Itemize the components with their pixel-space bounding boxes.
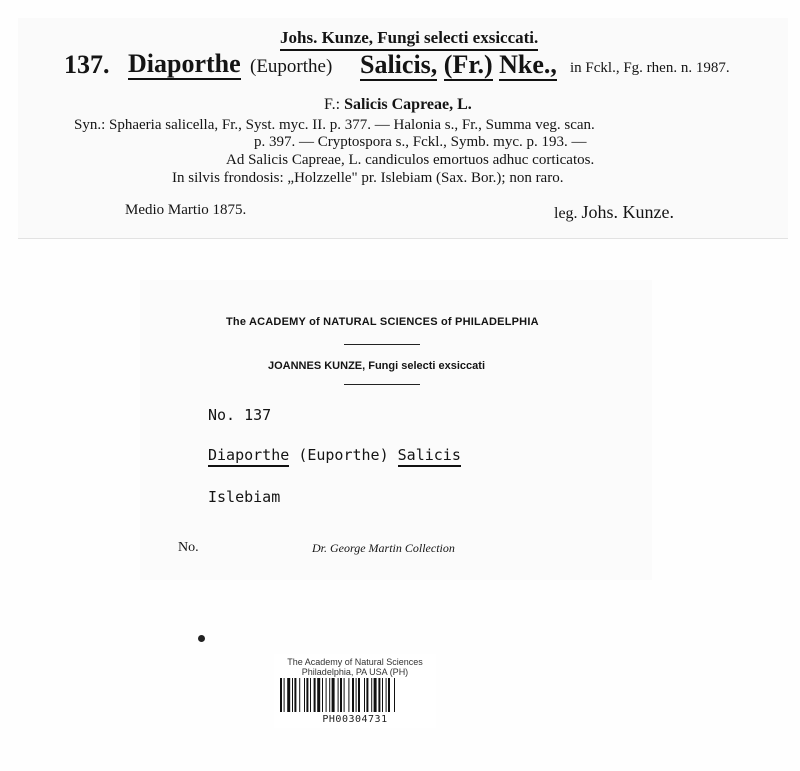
- collection-name: Dr. George Martin Collection: [312, 541, 455, 555]
- barcode-bar: [284, 678, 285, 712]
- dust-spot: [198, 635, 205, 642]
- host-name: Salicis Capreae, L.: [344, 96, 472, 113]
- collector: [554, 202, 674, 223]
- substrate-line: Ad Salicis Capreae, L. candiculos emortuos adhuc corticatos.: [226, 152, 595, 168]
- collector-name: Johs. Kunze.: [581, 202, 675, 222]
- synonym-line-2: p. 397. — Cryptospora s., Fckl., Symb. myc. p. 193. —: [254, 134, 587, 150]
- barcode-bar: [374, 678, 377, 712]
- typed-subgenus: (Euporthe): [298, 446, 389, 464]
- typed-genus: Diaporthe: [208, 446, 289, 467]
- barcode-number: PH00304731: [322, 714, 388, 725]
- barcode-bar: [352, 678, 354, 712]
- divider: [344, 384, 420, 385]
- barcode-bar: [382, 678, 383, 712]
- barcode-bar: [394, 678, 395, 712]
- barcode-bar: [344, 678, 345, 712]
- exsiccata-series-title: JOANNES KUNZE, Fungi selecti exsiccati: [268, 360, 486, 372]
- authority-fr: (Fr.): [443, 50, 493, 79]
- barcode-bar: [378, 678, 380, 712]
- accession-number: No. 137: [208, 406, 272, 424]
- barcode-bar: [332, 678, 335, 712]
- synonym-line-1: Syn.: Sphaeria salicella, Fr., Syst. myc. II. p. 377. — Halonia s., Fr., Summa veg. scan.: [74, 117, 595, 133]
- barcode-bar: [317, 678, 320, 712]
- species-name: Salicis,: [360, 50, 438, 79]
- series-title: Johs. Kunze, Fungi selecti exsiccati.: [280, 28, 538, 51]
- barcode-bar: [340, 678, 342, 712]
- typed-species: Salicis: [398, 446, 461, 467]
- barcode-bar: [304, 678, 305, 712]
- barcode-bar: [314, 678, 316, 712]
- barcode-institution: The Academy of Natural Sciences: [287, 657, 423, 667]
- barcode-bar: [299, 678, 300, 712]
- authority-nke: Nke.,: [499, 50, 557, 79]
- barcode-bar: [356, 678, 357, 712]
- genus-name: Diaporthe: [128, 49, 241, 78]
- barcode-bar: [338, 678, 339, 712]
- barcode-bar: [371, 678, 372, 712]
- printed-exsiccata-label: [18, 18, 788, 239]
- barcode-bar: [292, 678, 293, 712]
- barcode-bar: [329, 678, 330, 712]
- citation: in Fckl., Fg. rhen. n. 1987.: [570, 60, 730, 76]
- barcode-bar: [310, 678, 311, 712]
- academy-label: [140, 280, 652, 580]
- locality-line: In silvis frondosis: „Holzzelle" pr. Islebiam (Sax. Bor.); non raro.: [172, 170, 564, 186]
- typed-locality: Islebiam: [208, 488, 281, 506]
- barcode-bar: [280, 678, 282, 712]
- barcode-bar: [326, 678, 327, 712]
- barcode-bar: [287, 678, 290, 712]
- academy-title: The ACADEMY of NATURAL SCIENCES of PHILADELPHIA: [226, 316, 539, 328]
- host-prefix: F.:: [324, 96, 341, 113]
- barcode-bars: [280, 678, 430, 712]
- barcode-bar: [366, 678, 368, 712]
- barcode-bar: [364, 678, 365, 712]
- barcode-bar: [386, 678, 387, 712]
- barcode-bar: [322, 678, 323, 712]
- leg-prefix: leg.: [554, 205, 578, 222]
- species-authority: [360, 50, 557, 80]
- divider: [344, 344, 420, 345]
- collection-date: Medio Martio 1875.: [125, 202, 247, 218]
- subgenus-name: (Euporthe): [250, 56, 333, 77]
- barcode-bar: [294, 678, 296, 712]
- host-line: [324, 96, 472, 114]
- typed-taxon: [208, 446, 461, 464]
- barcode-bar: [348, 678, 349, 712]
- barcode-location: Philadelphia, PA USA (PH): [301, 667, 409, 677]
- barcode-label: [274, 654, 436, 728]
- barcode-bar: [358, 678, 360, 712]
- exsiccata-number: 137.: [64, 50, 110, 79]
- barcode-bar: [306, 678, 308, 712]
- barcode-bar: [388, 678, 390, 712]
- no-field-label: No.: [178, 540, 199, 555]
